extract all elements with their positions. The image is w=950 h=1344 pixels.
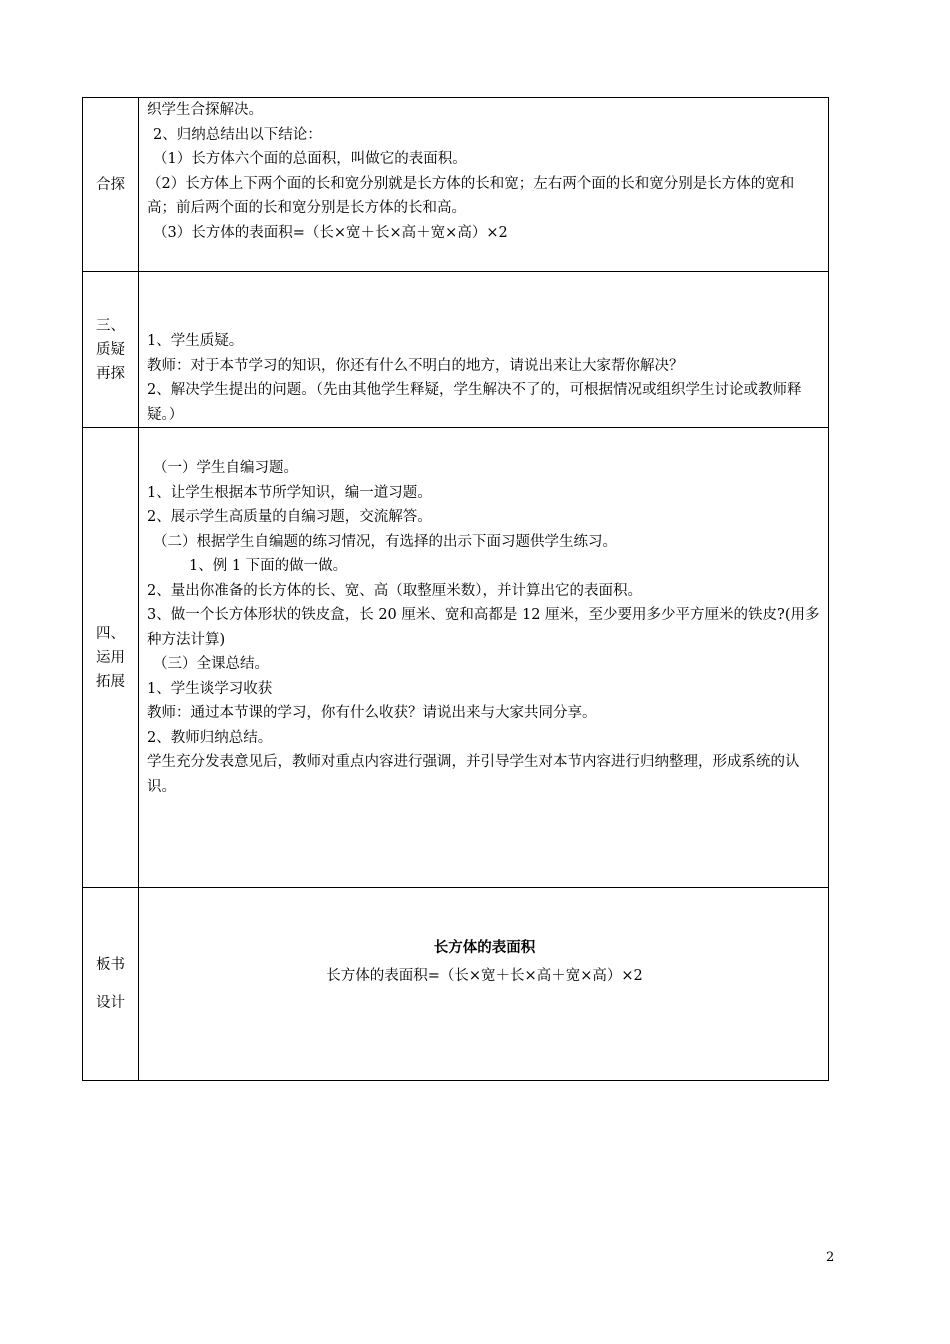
content-line: 2、展示学生高质量的自编习题，交流解答。 [147,509,432,525]
content-line: 1、学生谈学习收获 [147,680,273,697]
content-line: 织学生合探解决。 [147,102,263,118]
content-line: 3、做一个长方体形状的铁皮盒，长 20 厘米、宽和高都是 12 厘米，至少要用多少平方厘米的铁皮?(用多种方法计算) [147,607,820,648]
content-line: 教师：通过本节课的学习，你有什么收获？请说出来与大家共同分享。 [147,705,597,721]
content-line: 2、归纳总结出以下结论： [153,126,322,143]
content-line: （3）长方体的表面积=（长×宽＋长×高＋宽×高）×2 [153,224,508,241]
row-label-yunyong: 四、 运用 拓展 [83,428,139,888]
content-line: 2、解决学生提出的问题。（先由其他学生释疑，学生解决不了的，可根据情况或组织学生讨论或教师释疑。） [147,382,802,423]
content-line: 2、教师归纳总结。 [147,729,273,746]
content-line: （2）长方体上下两个面的长和宽分别就是长方体的长和宽；左右两个面的长和宽分别是长方体的宽和高；前后两个面的长和宽分别是长方体的长和高。 [147,175,795,216]
row-content-banshu [139,888,829,1081]
content-line: 1、学生质疑。 [147,333,244,349]
content-line: （二）根据学生自编题的练习情况，有选择的出示下面习题供学生练习。 [153,533,617,550]
content-line: 1、例 1 下面的做一做。 [189,558,348,574]
row-content-zhiyi [139,272,829,428]
content-line: 1、让学生根据本节所学知识，编一道习题。 [147,484,432,501]
table-row-yunyong [83,428,829,888]
content-line: 学生充分发表意见后，教师对重点内容进行强调，并引导学生对本节内容进行归纳整理，形成系统的认识。 [147,754,800,795]
row-content-yunyong [139,428,829,888]
content-line: （1）长方体六个面的总面积，叫做它的表面积。 [153,151,467,167]
content-line: 2、量出你准备的长方体的长、宽、高（取整厘米数），并计算出它的表面积。 [147,582,642,599]
table-row-hetan [83,98,829,272]
row-content-hetan [139,98,829,272]
lesson-plan-table [82,97,829,1081]
board-formula: 长方体的表面积=（长×宽＋长×高＋宽×高）×2 [326,968,643,984]
row-label-banshu: 板书 设计 [83,888,139,1081]
table-row-zhiyi [83,272,829,428]
table-row-banshu [83,888,829,1081]
row-label-hetan: 合探 [83,98,139,272]
row-label-zhiyi: 三、 质疑 再探 [83,272,139,428]
content-line: （三）全课总结。 [153,656,269,672]
page-number: 2 [826,1250,835,1265]
content-line: （一）学生自编习题。 [153,460,298,476]
content-line: 教师：对于本节学习的知识，你还有什么不明白的地方，请说出来让大家帮你解决？ [147,357,684,374]
board-title: 长方体的表面积 [433,940,536,956]
